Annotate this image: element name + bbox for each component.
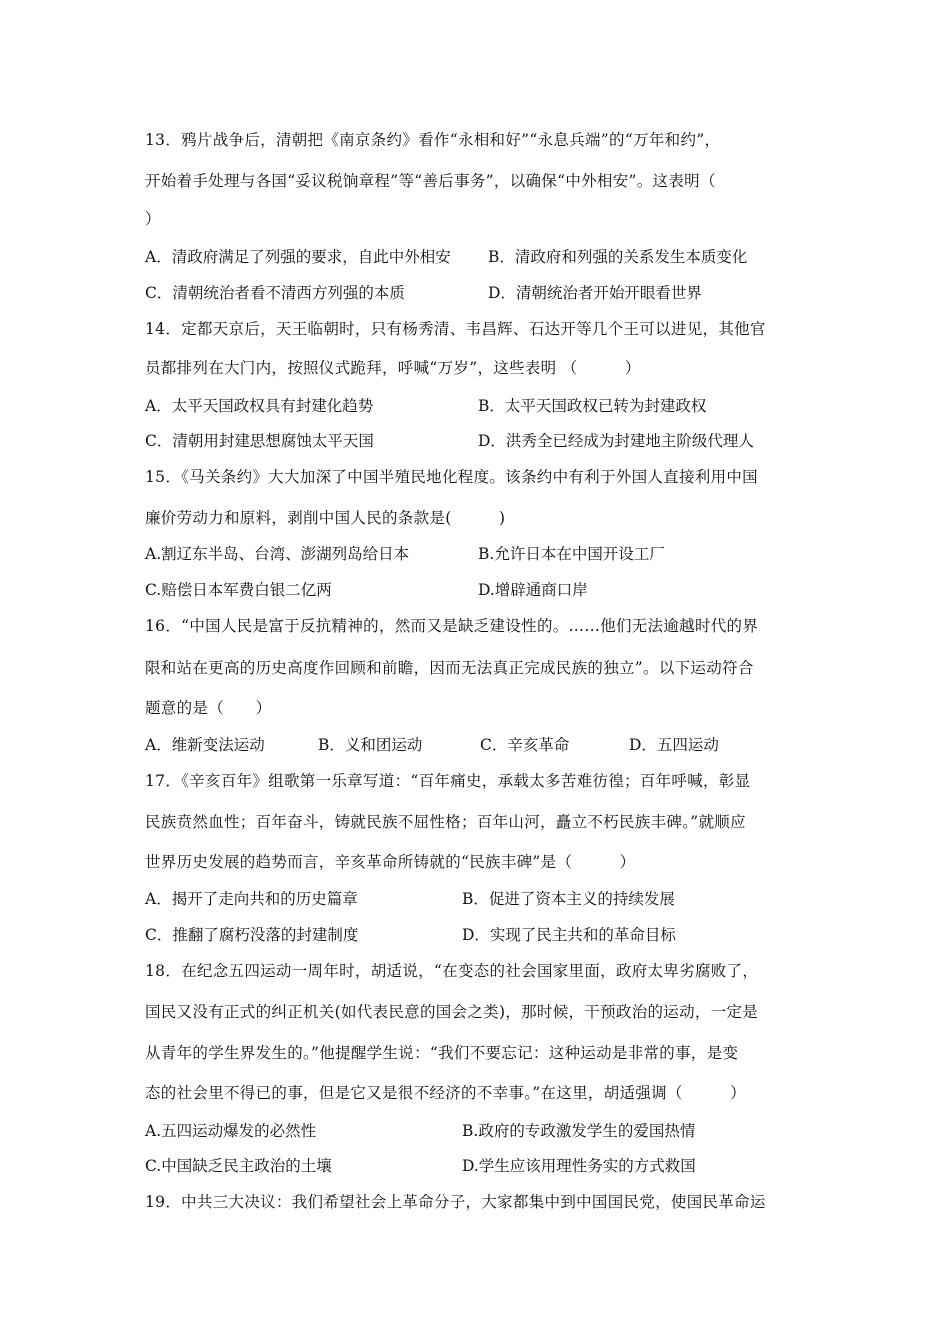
option-c: C．清朝用封建思想腐蚀太平天国 <box>145 432 374 450</box>
option-d: D.学生应该用理性务实的方式救国 <box>462 1157 696 1175</box>
question-text-line: 15．《马关条约》大大加深了中国半殖民地化程度。该条约中有利于外国人直接利用中国 <box>145 468 758 486</box>
question-text-line: 从青年的学生界发生的。”他提醒学生说：“我们不要忘记：这种运动是非常的事，是变 <box>145 1044 739 1062</box>
option-c: C．清朝统治者看不清西方列强的本质 <box>145 284 405 302</box>
question-text-line: 14．定都天京后，天王临朝时，只有杨秀清、韦昌辉、石达开等几个王可以进见，其他官 <box>145 320 766 338</box>
option-c: C.中国缺乏民主政治的土壤 <box>145 1157 332 1175</box>
option-d: D．五四运动 <box>629 736 719 754</box>
question-text-line: 员都排列在大门内，按照仪式跪拜，呼喊“万岁”，这些表明 （ ） <box>145 359 641 377</box>
option-c: C．辛亥革命 <box>480 736 570 754</box>
option-d: D．清朝统治者开始开眼看世界 <box>488 284 702 302</box>
option-b: B．义和团运动 <box>318 736 423 754</box>
option-d: D.增辟通商口岸 <box>478 581 588 599</box>
question-text-line: 题意的是（ ） <box>145 699 272 717</box>
question-text-line: 世界历史发展的趋势而言，辛亥革命所铸就的“民族丰碑”是（ ） <box>145 853 636 871</box>
option-a: A.割辽东半岛、台湾、澎湖列岛给日本 <box>145 545 410 563</box>
option-b: B．清政府和列强的关系发生本质变化 <box>488 248 748 266</box>
option-a: A．维新变法运动 <box>145 736 265 754</box>
question-text-line: 廉价劳动力和原料，剥削中国人民的条款是( ) <box>145 509 506 527</box>
option-d: D．洪秀全已经成为封建地主阶级代理人 <box>478 432 754 450</box>
question-text-line: 限和站在更高的历史高度作回顾和前瞻，因而无法真正完成民族的独立”。以下运动符合 <box>145 659 754 677</box>
option-a: A.五四运动爆发的必然性 <box>145 1122 317 1140</box>
question-text-line: 开始着手处理与各国“妥议税饷章程”等“善后事务”，以确保“中外相安”。这表明（ <box>145 172 716 190</box>
option-b: B．太平天国政权已转为封建政权 <box>478 397 707 415</box>
option-a: A．清政府满足了列强的要求，自此中外相安 <box>145 248 451 266</box>
option-a: A．揭开了走向共和的历史篇章 <box>145 890 358 908</box>
option-d: D．实现了民主共和的革命目标 <box>462 926 676 944</box>
question-text-line: 国民又没有正式的纠正机关(如代表民意的国会之类)，那时候，干预政治的运动，一定是 <box>145 1003 759 1021</box>
option-b: B．促进了资本主义的持续发展 <box>462 890 675 908</box>
question-text-line: 13．鸦片战争后，清朝把《南京条约》看作“永相和好”“永息兵端”的“万年和约”， <box>145 131 721 149</box>
question-text-line: 17．《辛亥百年》组歌第一乐章写道：“百年痛史，承载太多苦难彷徨；百年呼喊，彰显 <box>145 772 751 790</box>
option-c: C.赔偿日本军费白银二亿两 <box>145 581 332 599</box>
question-text-line: ） <box>145 210 161 228</box>
question-text-line: 民族贲然血性；百年奋斗，铸就民族不屈性格；百年山河，矗立不朽民族丰碑。”就顺应 <box>145 813 746 831</box>
option-b: B.允许日本在中国开设工厂 <box>478 545 665 563</box>
option-a: A．太平天国政权具有封建化趋势 <box>145 397 374 415</box>
question-text-line: 态的社会里不得已的事，但是它又是很不经济的不幸事。”在这里，胡适强调（ ） <box>145 1084 746 1102</box>
option-c: C．推翻了腐朽没落的封建制度 <box>145 926 359 944</box>
question-text-line: 16．“中国人民是富于反抗精神的，然而又是缺乏建设性的。……他们无法逾越时代的界 <box>145 617 759 635</box>
option-b: B.政府的专政激发学生的爱国热情 <box>462 1122 696 1140</box>
question-text-line: 18．在纪念五四运动一周年时，胡适说，“在变态的社会国家里面，政府太卑劣腐败了， <box>145 962 759 980</box>
question-text-line: 19．中共三大决议：我们希望社会上革命分子，大家都集中到中国国民党，使国民革命运 <box>145 1193 766 1211</box>
